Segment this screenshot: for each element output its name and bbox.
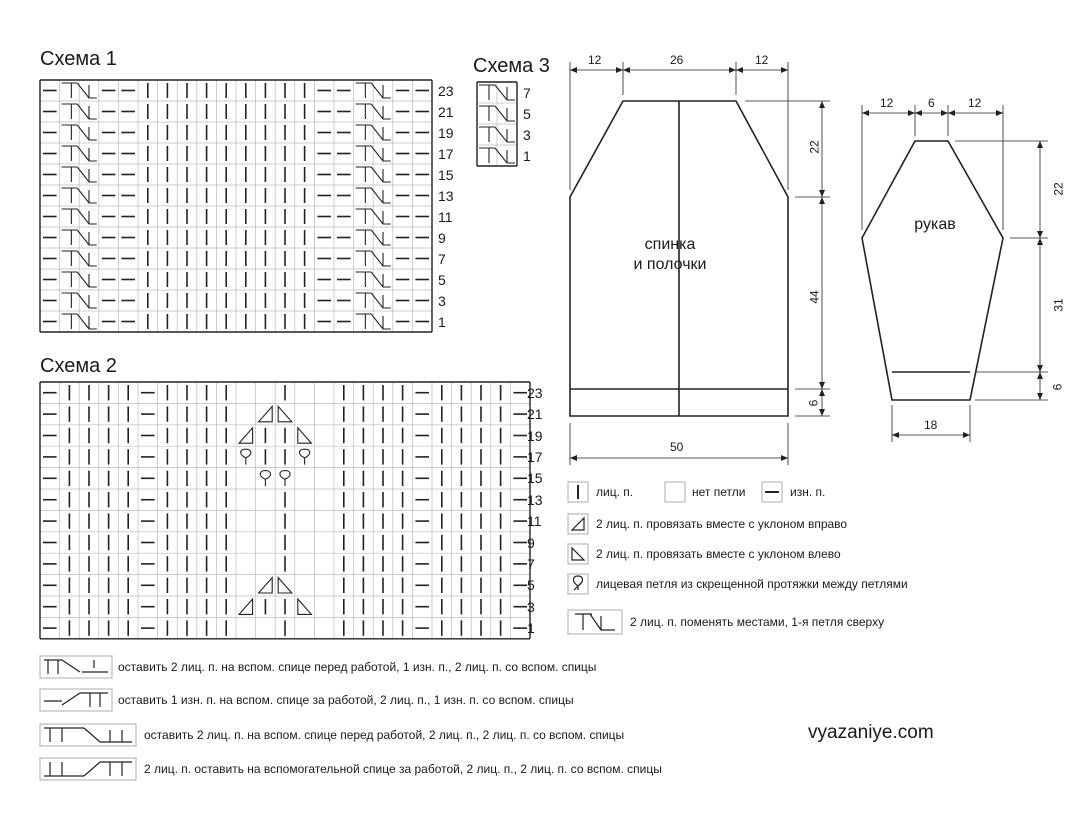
row-number: 1 (527, 620, 535, 637)
row-number: 13 (527, 491, 543, 508)
site-watermark: vyazaniye.com (808, 722, 934, 743)
schema2-grid (40, 382, 530, 639)
legend-k2tog-left: 2 лиц. п. провязать вместе с уклоном влево (596, 547, 841, 561)
dim-back-top-mid: 26 (670, 53, 684, 67)
legend-swap: 2 лиц. п. поменять местами, 1-я петля сверху (630, 615, 885, 629)
back-front-label-2: и полочки (633, 256, 707, 273)
legend-cable-4: 2 лиц. п. оставить на вспомогательной спице за работой, 2 лиц. п., 2 лиц. п. со вспом. спицы (144, 762, 662, 776)
dim-sleeve-top-left: 12 (880, 96, 894, 110)
row-number: 15 (438, 166, 454, 183)
dim-back-top-right: 12 (755, 53, 769, 67)
back-front-label-1: спинка (644, 236, 696, 253)
dim-sleeve-cap: 22 (1051, 182, 1066, 196)
schema1-grid (40, 80, 432, 332)
row-number: 5 (523, 105, 531, 122)
legend-cable-2: оставить 1 изн. п. на вспом. спице за работой, 2 лиц. п., 1 изн. п. со вспом. спицы (118, 693, 574, 707)
row-number: 23 (438, 82, 454, 99)
row-number: 3 (527, 598, 535, 615)
legend-twisted: лицевая петля из скрещенной протяжки между петлями (596, 577, 908, 591)
row-number: 23 (527, 384, 543, 401)
row-number: 3 (438, 292, 446, 309)
legend-cable-3: оставить 2 лиц. п. на вспом. спице перед работой, 2 лиц. п., 2 лиц. п. со вспом. спицы (144, 728, 625, 742)
schema1-title: Схема 1 (40, 48, 117, 70)
row-number: 3 (523, 126, 531, 143)
row-number: 19 (527, 427, 543, 444)
row-number: 11 (527, 513, 542, 530)
row-number: 9 (527, 534, 535, 551)
schema2-title: Схема 2 (40, 355, 117, 377)
legend-purl: изн. п. (790, 485, 826, 499)
legend-cable-1: оставить 2 лиц. п. на вспом. спице перед работой, 1 изн. п., 2 лиц. п. со вспом. спицы (118, 660, 597, 674)
row-number: 11 (438, 208, 453, 225)
row-number: 21 (527, 406, 543, 423)
legend-knit: лиц. п. (596, 485, 634, 499)
dim-back-body: 44 (807, 290, 822, 304)
row-number: 1 (438, 313, 446, 330)
dim-back-width: 50 (670, 440, 684, 454)
row-number: 17 (438, 145, 454, 162)
row-number: 7 (523, 84, 531, 101)
schema3-title: Схема 3 (473, 55, 550, 77)
row-number: 13 (438, 187, 454, 204)
sleeve-label: рукав (914, 216, 956, 233)
dim-sleeve-width: 18 (924, 418, 938, 432)
schema3-grid (477, 82, 517, 166)
dim-back-rib: 6 (806, 399, 821, 407)
row-number: 1 (523, 147, 531, 164)
row-number: 5 (438, 271, 446, 288)
dim-sleeve-top-mid: 6 (928, 96, 935, 110)
row-number: 19 (438, 124, 454, 141)
dim-sleeve-rib: 6 (1050, 383, 1065, 391)
dim-sleeve-top-right: 12 (968, 96, 982, 110)
row-number: 5 (527, 577, 535, 594)
row-number: 9 (438, 229, 446, 246)
row-number: 7 (527, 555, 535, 572)
row-number: 7 (438, 250, 446, 267)
legend-no-stitch: нет петли (692, 485, 746, 499)
legend-k2tog-right: 2 лиц. п. провязать вместе с уклоном вправо (596, 517, 848, 531)
dim-sleeve-length: 31 (1051, 298, 1066, 312)
sleeve-piece (862, 141, 1003, 400)
dim-back-top-left: 12 (588, 53, 602, 67)
dim-back-armhole: 22 (807, 140, 822, 154)
row-number: 15 (527, 470, 543, 487)
row-number: 17 (527, 448, 543, 465)
row-number: 21 (438, 103, 454, 120)
